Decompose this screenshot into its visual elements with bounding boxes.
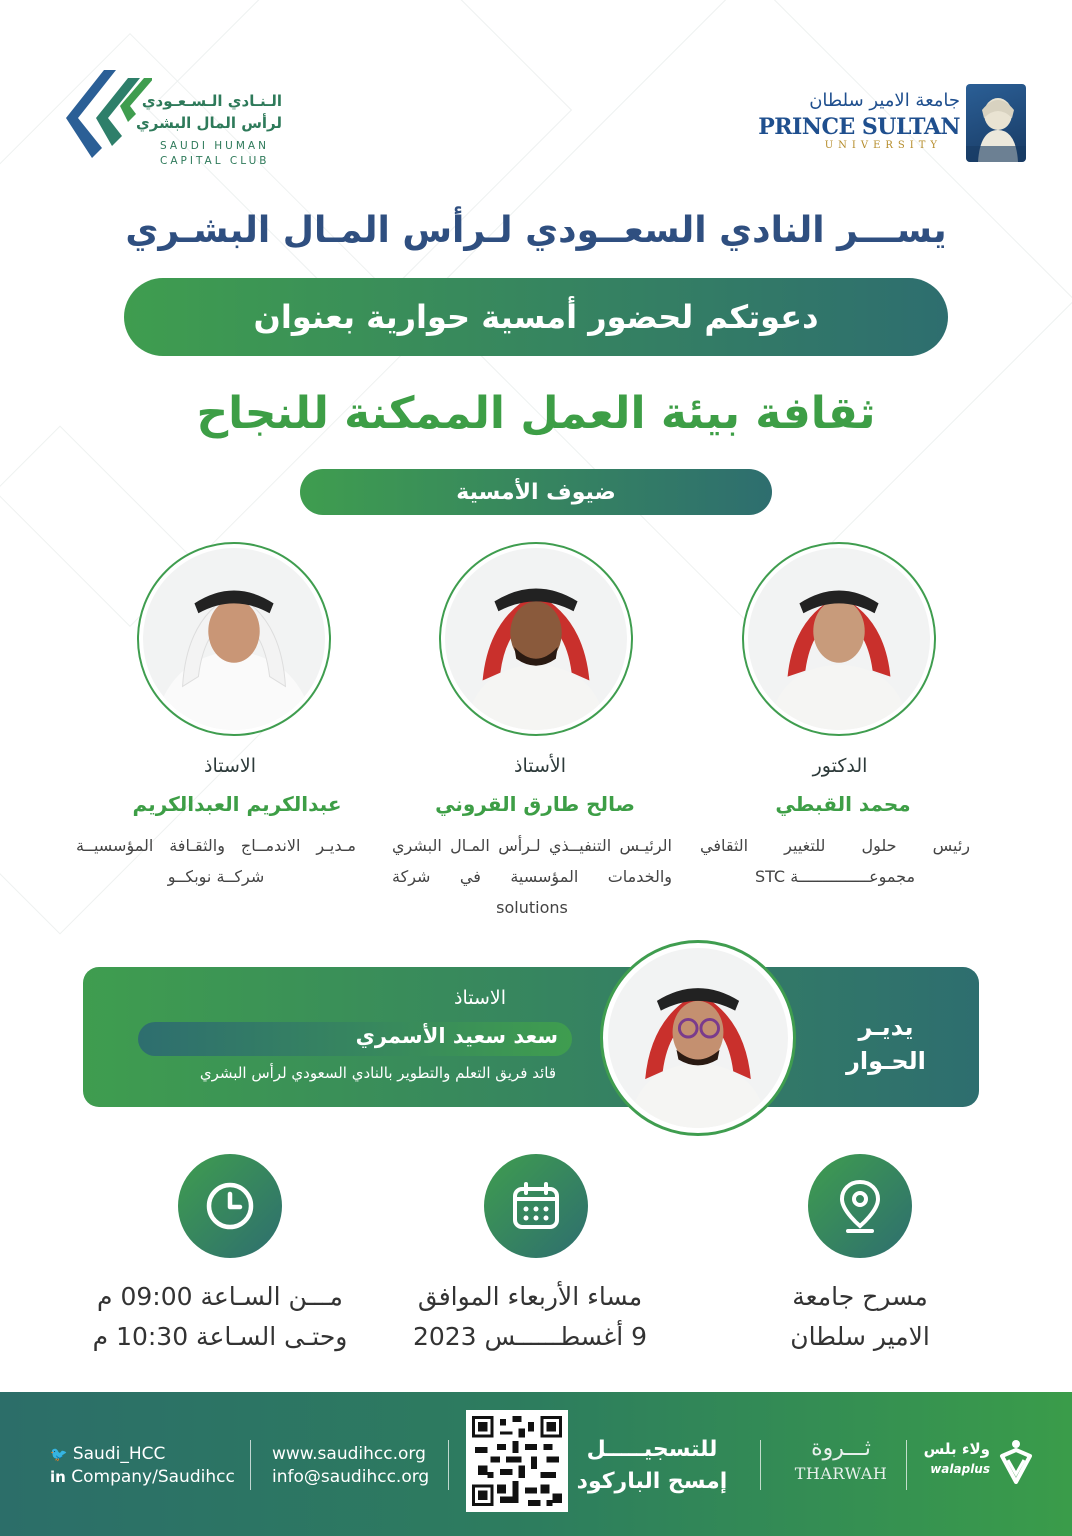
- intro-line: يســـر النادي السعــودي لـرأس المـال البشـري: [125, 210, 947, 251]
- event-title: ثقافة بيئة العمل الممكنة للنجاح: [196, 388, 876, 439]
- register-line2: إمسح الباركود: [576, 1469, 728, 1494]
- speaker-name: محمد القبطي: [775, 792, 911, 816]
- tharwah-logo-en: THARWAH: [794, 1464, 888, 1483]
- speaker-photo: [742, 542, 936, 736]
- person-avatar-icon: [608, 948, 788, 1128]
- invite-banner: [124, 278, 948, 356]
- hcc-logo: [66, 60, 296, 170]
- speaker-title: الدكتور: [812, 755, 868, 777]
- hcc-name-ar-line1: الـنـادي الـسـعـودي: [141, 92, 282, 110]
- speaker-photo: [137, 542, 331, 736]
- tharwah-logo-ar: ثـــروة: [811, 1436, 871, 1461]
- website-link[interactable]: www.saudihcc.org: [272, 1444, 426, 1464]
- walaplus-mark-icon: [996, 1438, 1036, 1488]
- location-pin-icon: [836, 1178, 884, 1234]
- time-text: [70, 1277, 370, 1357]
- psu-crest-icon: [966, 84, 1026, 162]
- walaplus-logo-en: walaplus: [930, 1462, 990, 1476]
- psu-name-ar: جامعة الامير سلطان: [809, 90, 960, 111]
- qr-code[interactable]: [466, 1410, 568, 1512]
- email-link[interactable]: info@saudihcc.org: [272, 1467, 430, 1487]
- speaker-name: عبدالكريم العبدالكريم: [132, 792, 342, 816]
- location-text: [710, 1277, 1010, 1357]
- qr-code-icon: [472, 1416, 562, 1506]
- invite-text: دعوتكم لحضور أمسية حوارية بعنوان: [253, 298, 819, 336]
- speaker-role: الرئيـس التنفيــذي لـرأس المـال البشري والخدمات المؤسسية في شركة solutions: [392, 836, 672, 917]
- twitter-handle[interactable]: 🐦 Saudi_HCC: [50, 1444, 166, 1464]
- guests-label: ضيوف الأمسية: [456, 479, 616, 505]
- person-avatar-icon: [445, 548, 627, 730]
- time-line1: مـــن السـاعة 09:00 م: [97, 1282, 343, 1311]
- location-circle: [808, 1154, 912, 1258]
- hcc-name-ar-line2: لرأس المال البشري: [136, 114, 282, 132]
- time-line2: وحتـى السـاعة 10:30 م: [92, 1322, 348, 1351]
- psu-name-en: PRINCE SULTAN: [758, 114, 960, 140]
- footer-divider: [250, 1440, 251, 1490]
- moderator-name: سعد سعيد الأسمري: [355, 1024, 558, 1048]
- hcc-name-en-line1: SAUDI HUMAN: [160, 140, 269, 152]
- moderator-label-line2: الحـوار: [846, 1047, 926, 1075]
- walaplus-logo-ar: ولاء بلس: [923, 1440, 990, 1458]
- clock-icon: [204, 1180, 256, 1232]
- register-line1: للتسجيـــــل: [586, 1437, 718, 1462]
- footer-divider: [906, 1440, 907, 1490]
- moderator-role: قائد فريق التعلم والتطوير بالنادي السعودي لرأس البشري: [199, 1064, 556, 1082]
- guests-banner: [300, 469, 772, 515]
- moderator-label-line1: يديـر: [858, 1013, 914, 1041]
- moderator-label: [826, 1010, 946, 1078]
- calendar-icon: [510, 1180, 562, 1232]
- footer-divider: [760, 1440, 761, 1490]
- date-text: [380, 1277, 680, 1357]
- speaker-role: رئيس حلول للتغيير الثقافي مجموعـــــــــــــــة STC: [700, 836, 970, 886]
- hcc-mark-icon: [66, 60, 152, 160]
- location-line1: مسرح جامعة: [792, 1282, 928, 1311]
- location-line2: الامير سلطان: [790, 1322, 930, 1351]
- twitter-icon: 🐦: [50, 1447, 68, 1463]
- date-line1: مساء الأربعاء الموافق: [417, 1282, 643, 1311]
- hcc-name-en-line2: CAPITAL CLUB: [160, 155, 270, 167]
- speaker-photo: [439, 542, 633, 736]
- footer-divider: [448, 1440, 449, 1490]
- psu-university: UNIVERSITY: [824, 140, 942, 151]
- person-avatar-icon: [143, 548, 325, 730]
- linkedin-handle[interactable]: in Company/Saudihcc: [50, 1467, 235, 1487]
- person-avatar-icon: [748, 548, 930, 730]
- psu-logo: [758, 84, 1026, 164]
- linkedin-icon: in: [50, 1468, 66, 1486]
- speaker-name: صالح طارق القروني: [435, 792, 635, 816]
- moderator-photo: [600, 940, 796, 1136]
- date-circle: [484, 1154, 588, 1258]
- speaker-role: مـديـر الاندمــاج والثقـافة المؤسسيــة شركــة نوبكــو: [76, 836, 356, 886]
- time-circle: [178, 1154, 282, 1258]
- moderator-title: الاستاذ: [453, 987, 507, 1009]
- speaker-title: الاستاذ: [203, 755, 257, 777]
- speaker-title: الأستاذ: [513, 755, 567, 777]
- date-line2: 9 أغسطــــــس 2023: [412, 1322, 648, 1351]
- register-text: [572, 1434, 732, 1498]
